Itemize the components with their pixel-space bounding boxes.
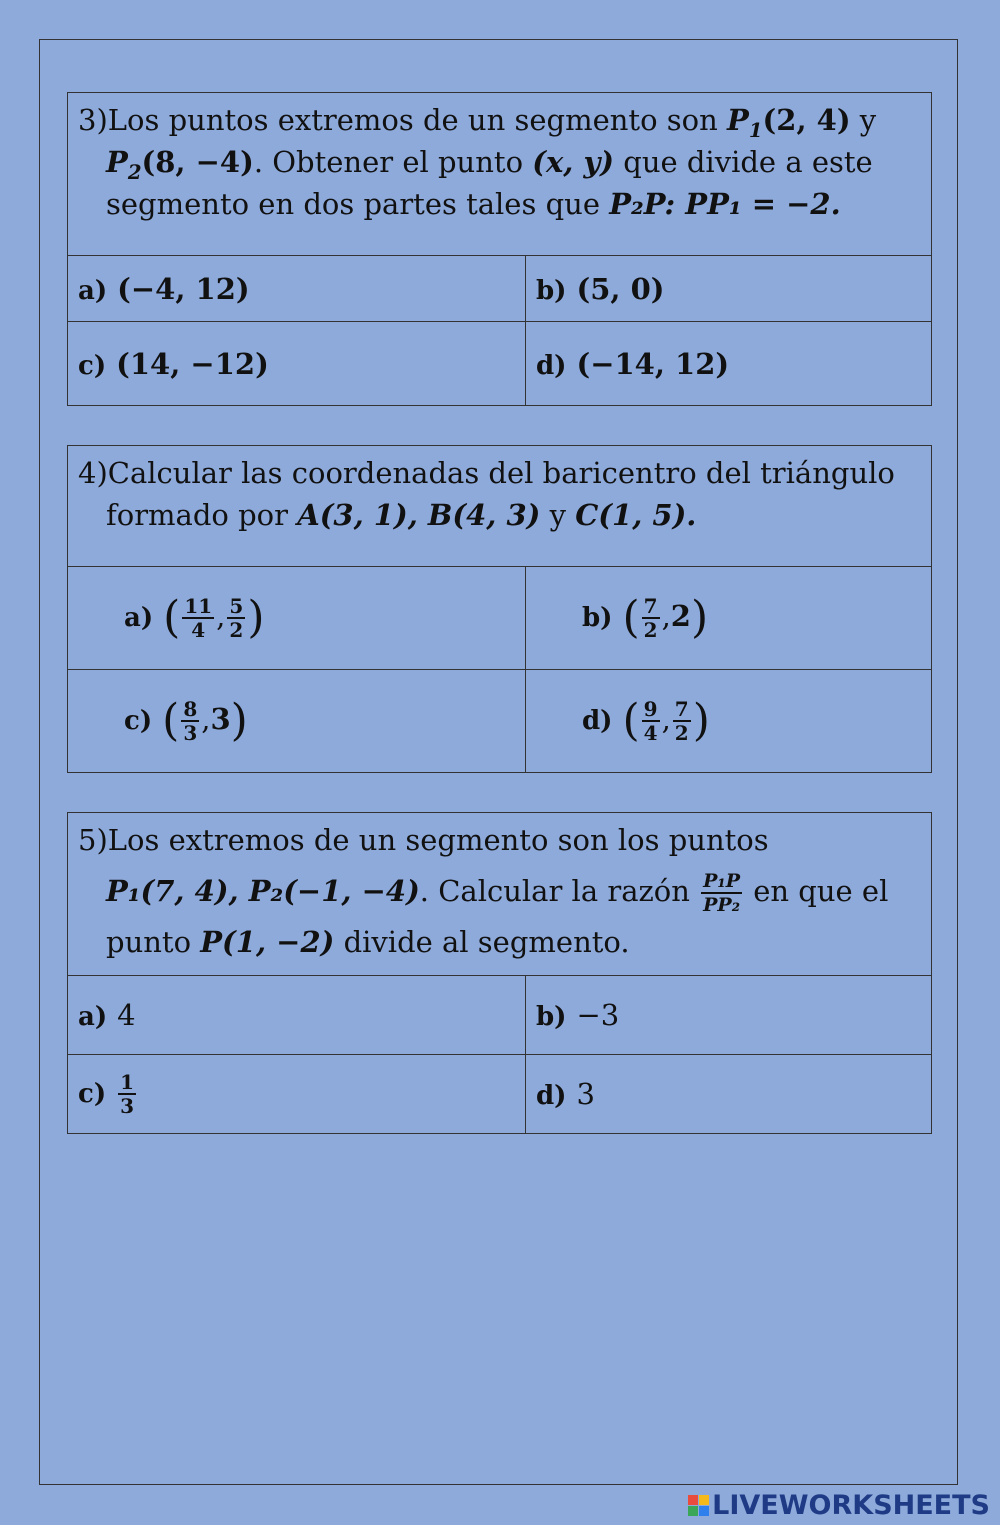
logo-icon	[688, 1495, 709, 1516]
option-d[interactable]: d) ( $\frac{9}{4}$ , $\frac{7}{2}$ )	[526, 670, 932, 773]
option-d[interactable]	[526, 1055, 932, 1134]
question-3-stem	[68, 93, 932, 256]
ratio-fraction: $\frac{\text{P₁P}}{\text{PP₂}}$	[703, 870, 741, 916]
stem-text: Los extremos de un segmento son los puntos	[107, 823, 769, 857]
option-label: d)	[536, 1081, 567, 1111]
stem-text: y	[850, 103, 877, 137]
stem-text: punto	[106, 925, 201, 959]
option-label: b)	[536, 275, 567, 306]
point-p1-coords: (2, 4)	[762, 103, 851, 137]
option-value: −3	[576, 998, 620, 1032]
point-xy: (x, y)	[532, 145, 615, 179]
option-label: b)	[582, 603, 613, 633]
point-p: P(1, −2)	[200, 925, 335, 959]
point-c: C(1, 5).	[575, 498, 697, 532]
stem-text: y	[540, 498, 576, 532]
stem-text: . Calcular la razón	[419, 874, 700, 908]
question-5	[67, 812, 932, 1134]
option-b[interactable]: b) ( $\frac{7}{2}$ ,2)	[526, 567, 932, 670]
option-label: b)	[536, 1002, 567, 1032]
point-p1: $P_1$	[727, 103, 763, 142]
option-label: c)	[124, 706, 153, 736]
fraction: $\frac{1}{3}$	[120, 1070, 135, 1118]
ratio-expression: P₂P: PP₁ = −2.	[609, 187, 841, 221]
option-b[interactable]	[526, 256, 932, 322]
option-a[interactable]	[68, 256, 526, 322]
option-value: (−4, 12)	[117, 271, 250, 306]
stem-text: . Obtener el punto	[253, 145, 533, 179]
stem-text: Calcular las coordenadas del baricentro del triángulo	[107, 456, 895, 490]
stem-text: Los puntos extremos de un segmento son	[107, 103, 728, 137]
points-ab: A(3, 1), B(4, 3)	[297, 498, 541, 532]
option-value: (5, 0)	[576, 271, 665, 306]
question-number: 5)	[78, 823, 108, 857]
option-c[interactable]	[68, 322, 526, 406]
option-value: 4	[117, 998, 136, 1032]
liveworksheets-logo	[688, 1490, 990, 1521]
question-3	[67, 92, 932, 406]
option-value: 3	[576, 1077, 595, 1111]
fraction: $\frac{11}{4}$	[184, 594, 213, 642]
option-label: d)	[536, 350, 567, 381]
option-value: (−14, 12)	[576, 346, 730, 381]
stem-text: divide al segmento.	[334, 925, 630, 959]
fraction: $\frac{7}{2}$	[674, 697, 689, 745]
option-a[interactable]: a) ( $\frac{11}{4}$ , $\frac{5}{2}$ )	[68, 567, 526, 670]
question-number: 3)	[78, 103, 108, 137]
option-c[interactable]: c) ( $\frac{8}{3}$ ,3)	[68, 670, 526, 773]
stem-text: en que el	[744, 874, 889, 908]
option-value: 2	[670, 599, 691, 633]
option-c[interactable]	[68, 1055, 526, 1134]
option-value: (14, −12)	[116, 346, 269, 381]
option-label: a)	[78, 275, 108, 306]
option-a[interactable]	[68, 976, 526, 1055]
option-label: a)	[124, 603, 154, 633]
logo-text: LIVEWORKSHEETS	[712, 1490, 990, 1521]
fraction: $\frac{7}{2}$	[643, 594, 658, 642]
stem-text: segmento en dos partes tales que	[106, 187, 610, 221]
question-4	[67, 445, 932, 773]
option-label: c)	[78, 1079, 107, 1109]
question-number: 4)	[78, 456, 108, 490]
stem-text: que divide a este	[614, 145, 873, 179]
option-label: a)	[78, 1002, 108, 1032]
fraction: $\frac{5}{2}$	[229, 594, 244, 642]
option-d[interactable]	[526, 322, 932, 406]
question-4-stem	[68, 446, 932, 567]
question-5-stem	[68, 813, 932, 976]
point-p2-coords: (8, −4)	[141, 145, 254, 179]
point-p2: $P_2$	[106, 145, 142, 184]
points-p1-p2: P₁(7, 4), P₂(−1, −4)	[106, 874, 420, 908]
option-label: d)	[582, 706, 613, 736]
option-b[interactable]	[526, 976, 932, 1055]
option-value: 3	[210, 702, 231, 736]
option-label: c)	[78, 350, 107, 381]
stem-text: formado por	[106, 498, 298, 532]
fraction: $\frac{8}{3}$	[183, 697, 198, 745]
fraction: $\frac{9}{4}$	[643, 697, 658, 745]
